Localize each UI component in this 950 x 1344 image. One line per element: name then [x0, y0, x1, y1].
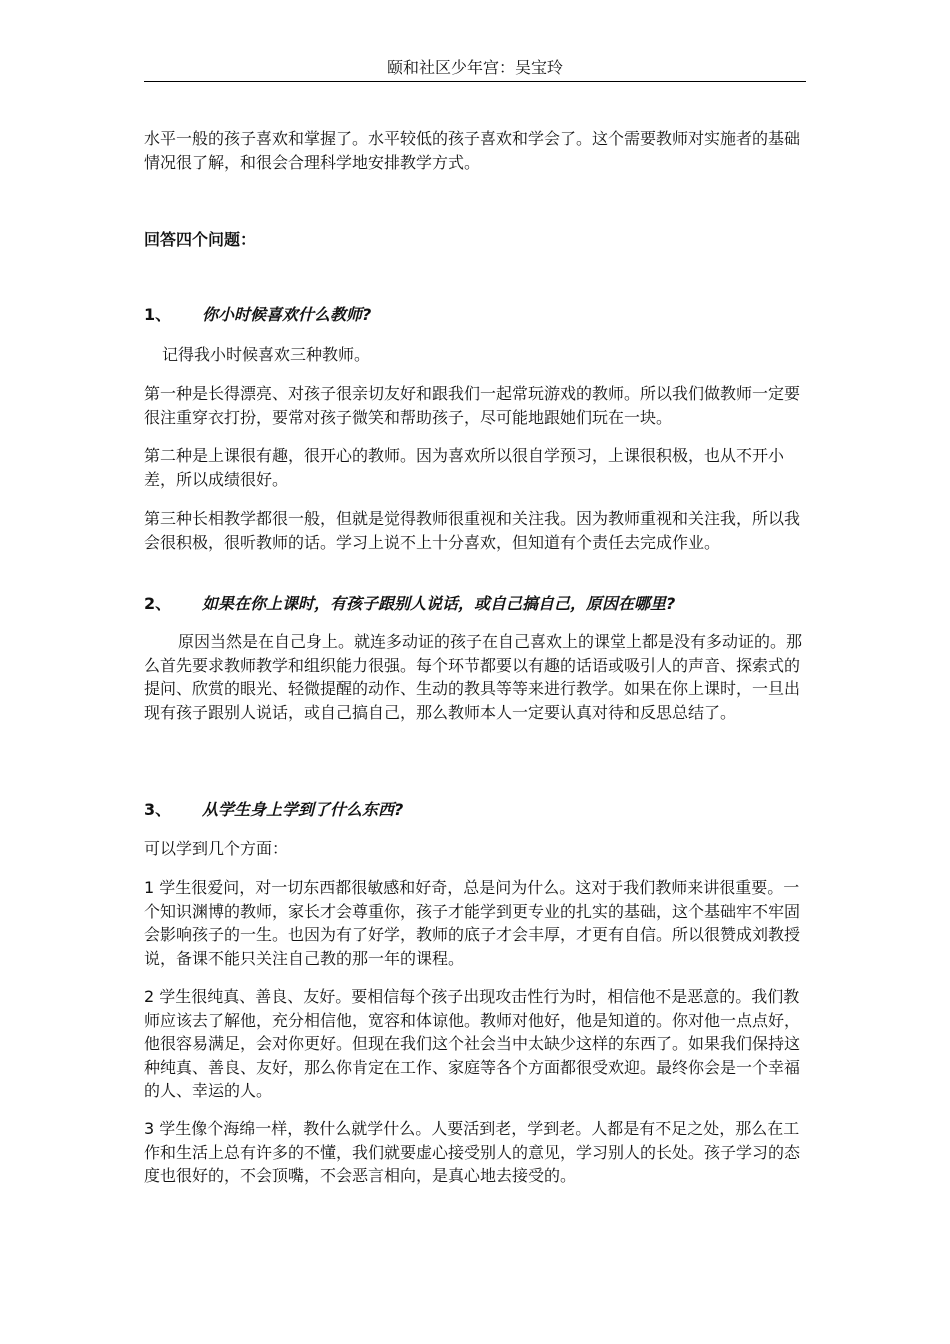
answer-3-intro: 可以学到几个方面：: [144, 839, 289, 858]
section-heading: 回答四个问题：: [144, 230, 257, 249]
answer-3-paragraph-1: 1 学生很爱问，对一切东西都很敏感和好奇，总是问为什么。这对于我们教师来讲很重要。一个知识渊博的教师，家长才会尊重你，孩子才能学到更专业的扎实的基础，这个基础牢不牢固会影响孩子的一生。也因为有了好学，教师的底子才会丰厚，才更有自信。所以很赞成刘教授说，备课不能只关注自己教的那一年的课程。: [144, 878, 801, 968]
answer-3-paragraph-2: 2 学生很纯真、善良、友好。要相信每个孩子出现攻击性行为时，相信他不是恶意的。我们教师应该去了解他，充分相信他，宽容和体谅他。教师对他好，他是知道的。你对他一点点好，他很容易满足，会对你更好。但现在我们这个社会当中太缺少这样的东西了。如果我们保持这种纯真、善良、友好，那么你肯定在工作、家庭等各个方面都很受欢迎。最终你会是一个幸福的人、幸运的人。: [144, 987, 801, 1100]
answer-1-intro: 记得我小时候喜欢三种教师。: [162, 345, 371, 364]
question-1-text: 你小时候喜欢什么教师?: [202, 305, 372, 324]
question-2-number: 2、: [144, 594, 172, 613]
answer-3-paragraph-3: 3 学生像个海绵一样，教什么就学什么。人要活到老，学到老。人都是有不足之处，那么在工作和生活上总有许多的不懂，我们就要虚心接受别人的意见，学习别人的长处。孩子学习的态度也很好的，不会顶嘴，不会恶言相向，是真心地去接受的。: [144, 1119, 801, 1185]
question-1: [144, 303, 806, 327]
question-1-number: 1、: [144, 305, 172, 324]
question-3: [144, 798, 806, 822]
answer-2-paragraph-1: 原因当然是在自己身上。就连多动证的孩子在自己喜欢上的课堂上都是没有多动证的。那么首先要求教师教学和组织能力很强。每个环节都要以有趣的话语或吸引人的声音、探索式的提问、欣赏的眼光、轻微提醒的动作、生动的教具等等来进行教学。如果在你上课时，一旦出现有孩子跟别人说话，或自己搞自己，那么教师本人一定要认真对待和反思总结了。: [144, 632, 803, 722]
answer-1-paragraph-1: 第一种是长得漂亮、对孩子很亲切友好和跟我们一起常玩游戏的教师。所以我们做教师一定要很注重穿衣打扮，要常对孩子微笑和帮助孩子，尽可能地跟她们玩在一块。: [144, 384, 801, 427]
intro-paragraph: 水平一般的孩子喜欢和掌握了。水平较低的孩子喜欢和学会了。这个需要教师对实施者的基础情况很了解，和很会合理科学地安排教学方式。: [144, 129, 801, 172]
question-3-number: 3、: [144, 800, 172, 819]
header-rule: [144, 81, 806, 82]
answer-1-paragraph-3: 第三种长相教学都很一般，但就是觉得教师很重视和关注我。因为教师重视和关注我，所以我会很积极，很听教师的话。学习上说不上十分喜欢，但知道有个责任去完成作业。: [144, 509, 801, 552]
question-2: [144, 592, 806, 616]
question-2-text: 如果在你上课时，有孩子跟别人说话，或自己搞自己，原因在哪里?: [202, 594, 676, 613]
answer-1-paragraph-2: 第二种是上课很有趣，很开心的教师。因为喜欢所以很自学预习，上课很积极，也从不开小差，所以成绩很好。: [144, 446, 785, 489]
page-header: 颐和社区少年宫：吴宝玲: [386, 58, 563, 77]
question-3-text: 从学生身上学到了什么东西?: [202, 800, 404, 819]
